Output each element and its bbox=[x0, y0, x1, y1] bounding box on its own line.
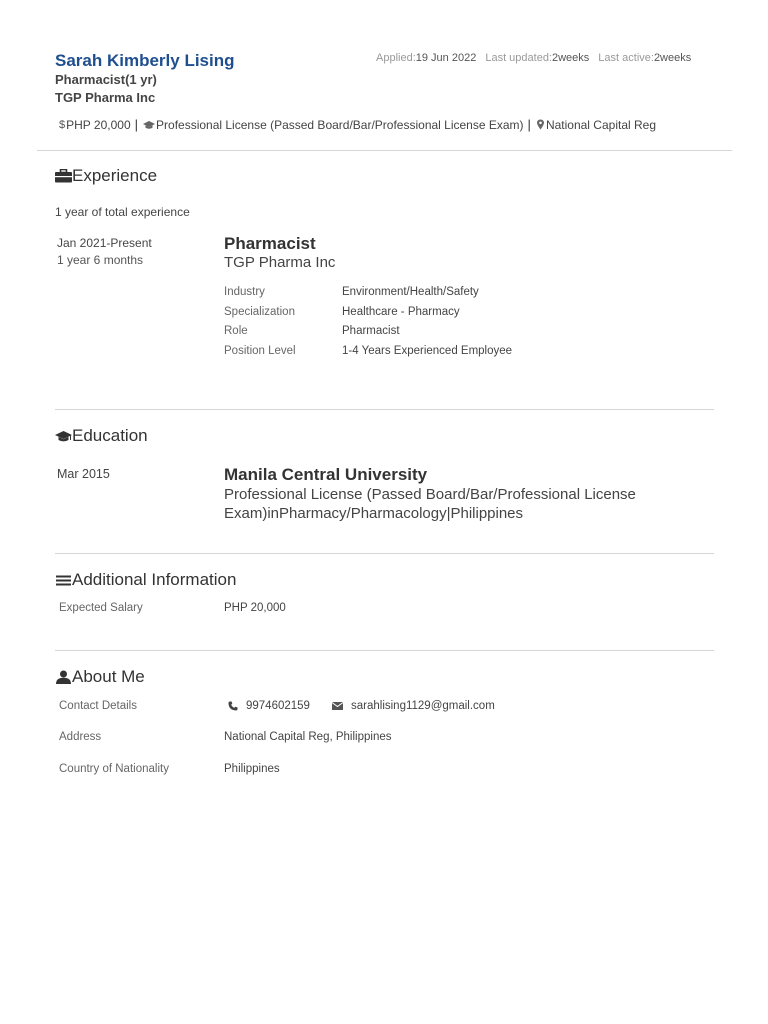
graduation-cap-icon bbox=[55, 430, 72, 443]
detail-value-role: Pharmacist bbox=[342, 325, 400, 337]
detail-label-specialization: Specialization bbox=[224, 306, 295, 318]
detail-value-industry: Environment/Health/Safety bbox=[342, 286, 479, 298]
detail-label-position-level: Position Level bbox=[224, 345, 296, 357]
separator: | bbox=[527, 117, 531, 132]
job-company: TGP Pharma Inc bbox=[224, 254, 336, 271]
summary-salary: PHP 20,000 bbox=[66, 117, 131, 132]
email-address[interactable]: sarahlising1129@gmail.com bbox=[351, 700, 495, 712]
job-position: Pharmacist bbox=[224, 234, 316, 253]
detail-value-specialization: Healthcare - Pharmacy bbox=[342, 306, 460, 318]
job-dates: Jan 2021-Present bbox=[57, 236, 152, 250]
updated-label: Last updated: bbox=[485, 52, 552, 64]
section-divider bbox=[55, 553, 714, 554]
header-divider bbox=[37, 150, 732, 151]
briefcase-icon bbox=[55, 169, 72, 183]
user-icon bbox=[55, 670, 72, 684]
nationality-label: Country of Nationality bbox=[59, 763, 169, 775]
separator: | bbox=[134, 117, 139, 132]
current-company: TGP Pharma Inc bbox=[55, 90, 156, 105]
education-date: Mar 2015 bbox=[57, 467, 110, 481]
current-position: Pharmacist(1 yr) bbox=[55, 72, 157, 87]
about-me-heading bbox=[55, 667, 145, 687]
about-me-title: About Me bbox=[72, 667, 145, 686]
address-value: National Capital Reg, Philippines bbox=[224, 731, 392, 743]
experience-heading bbox=[55, 166, 157, 186]
envelope-icon bbox=[332, 702, 343, 710]
contact-phone[interactable] bbox=[228, 700, 310, 712]
phone-number[interactable]: 9974602159 bbox=[246, 700, 310, 712]
dollar-icon: $ bbox=[59, 118, 66, 131]
updated-value: 2weeks bbox=[552, 52, 590, 64]
education-title: Education bbox=[72, 426, 148, 445]
active-label: Last active: bbox=[598, 52, 654, 64]
candidate-name[interactable]: Sarah Kimberly Lising bbox=[55, 51, 235, 70]
summary-location: National Capital Reg bbox=[545, 117, 656, 132]
map-pin-icon bbox=[536, 119, 545, 130]
active-value: 2weeks bbox=[653, 52, 692, 64]
contact-email[interactable] bbox=[332, 700, 495, 712]
nationality-value: Philippines bbox=[224, 763, 280, 775]
experience-title: Experience bbox=[72, 166, 158, 185]
detail-label-role: Role bbox=[224, 325, 248, 337]
additional-info-heading bbox=[55, 570, 236, 590]
applied-label: Applied: bbox=[376, 52, 416, 64]
degree-description: Professional License (Passed Board/Bar/Professional License Exam)inPharmacy/Pharmacology|Philippines bbox=[224, 486, 636, 522]
contact-details-label: Contact Details bbox=[59, 700, 137, 712]
detail-label-industry: Industry bbox=[224, 286, 265, 298]
school-name: Manila Central University bbox=[224, 465, 428, 484]
application-meta bbox=[376, 52, 691, 64]
expected-salary-value: PHP 20,000 bbox=[224, 602, 286, 614]
summary-education: Professional License (Passed Board/Bar/Professional License Exam) bbox=[156, 117, 524, 132]
total-experience: 1 year of total experience bbox=[55, 205, 190, 219]
graduation-cap-icon bbox=[143, 120, 155, 130]
additional-info-title: Additional Information bbox=[72, 570, 237, 589]
applied-date: 19 Jun 2022 bbox=[415, 52, 477, 64]
section-divider bbox=[55, 650, 714, 651]
education-heading bbox=[55, 426, 148, 446]
phone-icon bbox=[228, 701, 238, 711]
list-icon bbox=[55, 574, 72, 586]
detail-value-position-level: 1-4 Years Experienced Employee bbox=[342, 345, 513, 357]
job-duration: 1 year 6 months bbox=[57, 253, 144, 267]
expected-salary-label: Expected Salary bbox=[59, 602, 143, 614]
summary-line bbox=[59, 117, 656, 132]
address-label: Address bbox=[59, 731, 102, 743]
section-divider bbox=[55, 409, 714, 410]
